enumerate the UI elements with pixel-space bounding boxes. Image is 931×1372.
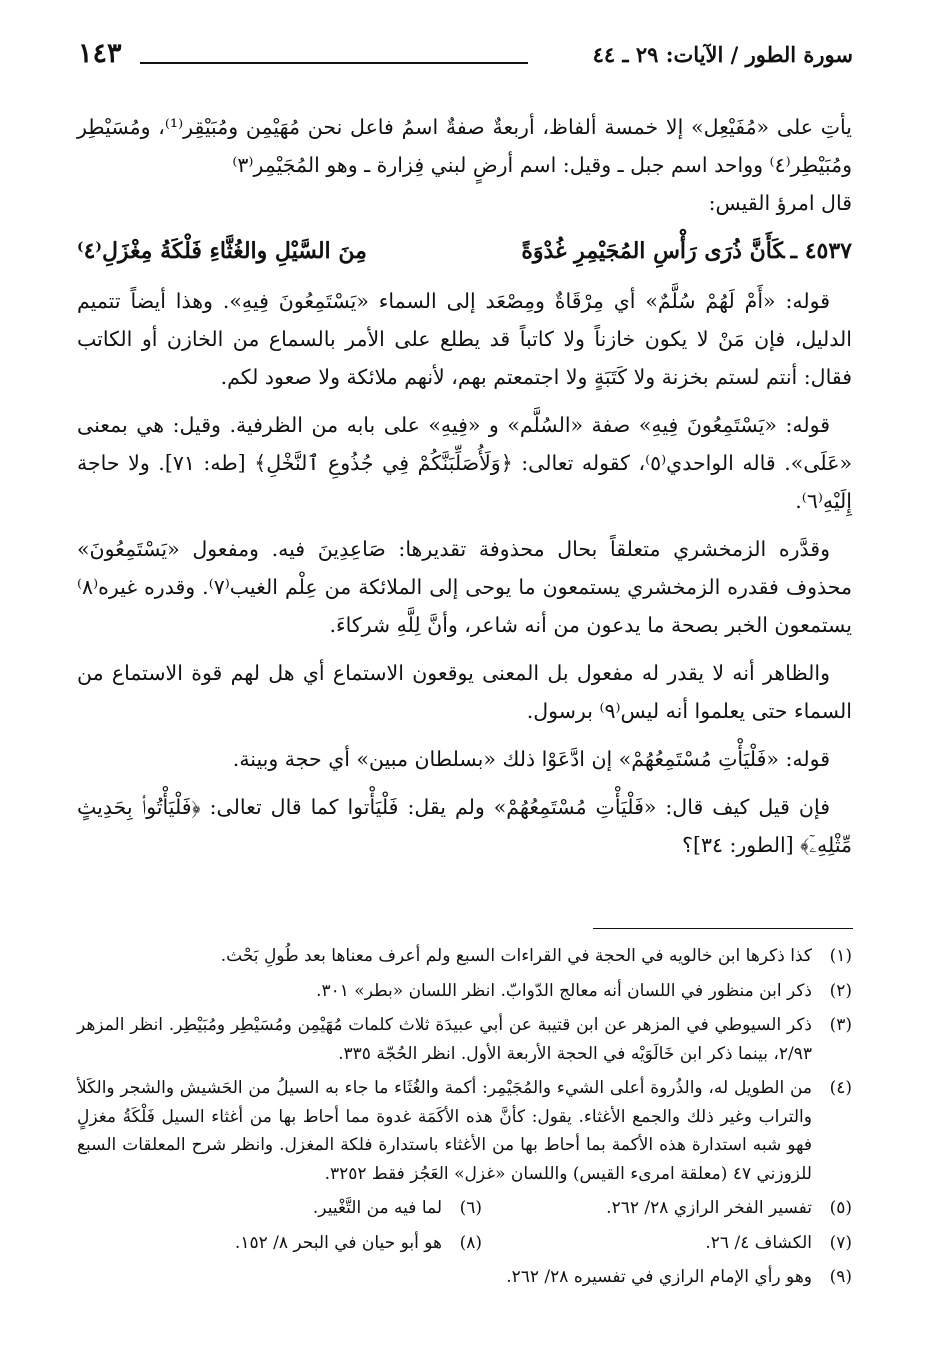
- verse-first-hemistich: [521, 232, 852, 270]
- footnote-number: (٤): [829, 1078, 852, 1098]
- para1-line3: قال امرؤ القيس:: [708, 191, 852, 215]
- verse-number: ٤٥٣٧ ـ: [790, 238, 852, 264]
- footnote-number: (١): [829, 946, 852, 966]
- footnote-separator: [593, 928, 853, 929]
- footnote-4: [77, 1074, 852, 1188]
- para1-line2: ومُسَيْطِر ومُبَيْطِر⁽٤⁾ وواحد اسم جبل ـ وقيل: اسم أرضٍ لبني فِزارة ـ وهو المُجَيْمِر⁽٣⁾: [77, 115, 852, 177]
- footnote-7: [482, 1229, 852, 1258]
- paragraph-1: [77, 108, 852, 222]
- running-title: سورة الطور / الآيات: ٢٩ ـ ٤٤: [592, 42, 853, 67]
- footnote-text: الكشاف ٤/ ٢٦.: [705, 1232, 812, 1253]
- para1-line1: يأتِ على «مُفَيْعِل» إلا خمسة ألفاظ، أربعةٌ صفةٌ اسمُ فاعل نحن مُهَيْمِن ومُبَيْقِر⁽¹⁾،: [158, 115, 852, 139]
- footnote-1: [77, 942, 852, 971]
- footnote-row-5-6: [77, 1194, 852, 1223]
- footnote-row-7-8: [77, 1229, 852, 1258]
- footnote-text: هو أبو حيان في البحر ٨/ ١٥٢.: [234, 1232, 442, 1253]
- footnote-9: [77, 1263, 852, 1292]
- footnote-number: (٧): [829, 1232, 852, 1253]
- footnote-number: (٢): [829, 980, 852, 1001]
- footnote-5: [482, 1194, 852, 1223]
- paragraph-7: فإن قيل كيف قال: «فَلْيَأْتِ مُسْتَمِعُهُمْ» ولم يقل: فَلْيَأْتوا كما قال تعالى: ﴿فَلْيَأْتُوا۟ بِحَدِيثٍ مِّثْلِهِۦٓ﴾ [الطور: ٣٤]؟: [77, 795, 852, 857]
- verse-first-text: كَأَنَّ ذُرَى رَأْسِ المُجَيْمِرِ غُدْوَةً: [521, 238, 785, 264]
- footnote-number: (٦): [459, 1198, 482, 1218]
- footnote-text: كذا ذكرها ابن خالويه في الحجة في القراءات السبع ولم أعرف معناها بعد طُولِ بَحْث.: [220, 946, 812, 966]
- footnote-text: من الطويل له، والذُروة أعلى الشيء والمُجَيْمِر: أكمة والغُثَاء ما جاء به السيلُ من الحَشيش والشجر والكَلأ والتراب وغير ذلك والجمع الأغثاء. يقول: كأنَّ هذه الأكَمَة غدوة مما أحاط بها من أغثاء السيل فَلْكَةُ مغزلٍ فهو شبه استدارة هذه الأكمة بما أحاط بها من الأغثاء باستدارة فلكة المغزل. وانظر شرح المعلقات السبع للزوزني ٤٧ (معلقة امرىء القيس) واللسان «غزل» العَجُز فقط ٣٢٥٢.: [77, 1078, 812, 1184]
- footnote-text: تفسير الفخر الرازي ٢٨/ ٢٦٢.: [606, 1198, 812, 1218]
- footnote-number: (٥): [829, 1198, 852, 1218]
- main-text: [77, 108, 852, 874]
- footnote-text: لما فيه من التَّغْيير.: [312, 1198, 442, 1218]
- footnote-number: (٩): [829, 1267, 852, 1287]
- page-header: [78, 38, 853, 74]
- poetry-verse: [77, 232, 852, 270]
- paragraph-4: وقدَّره الزمخشري متعلقاً بحال محذوفة تقديرها: صَاعِدِينَ فيه. ومفعول «يَسْتَمِعُونَ» محذوف فقدره الزمخشري يستمعون ما يوحى إلى الملائكة من عِلْم الغيب⁽٧⁾. وقدره غيره⁽٨⁾ يستمعون الخبر بصحة ما يدعون من أنه شاعر، وأنَّ لِلَّهِ شركاءَ.: [77, 537, 852, 637]
- footnote-2: [77, 977, 852, 1006]
- paragraph-2: قوله: «أَمْ لَهُمْ سُلَّمٌ» أي مِرْقَاةٌ ومِصْعَد إلى السماء «يَسْتَمِعُونَ فِيهِ». وهذا أيضاً تتميم الدليل، فإن مَنْ لا يكون خازناً ولا كاتباً قد يطلع على الأمر بالسماع من الخازن أو الكاتب فقال: أنتم لستم بخزنة ولا كَتَبَةٍ ولا اجتمعتم بهم، لأنهم ملائكة ولا صعود لكم.: [77, 289, 852, 389]
- footnote-3: [77, 1011, 852, 1068]
- verse-second-hemistich: مِنَ السَّيْلِ والغُثَّاءِ فَلْكَةُ مِغْزَلِ⁽٤⁾: [77, 238, 367, 264]
- footnotes: [77, 942, 852, 1298]
- paragraph-5: والظاهر أنه لا يقدر له مفعول بل المعنى يوقعون الاستماع أي هل لهم قوة الاستماع من السماء حتى يعلموا أنه ليس⁽٩⁾ برسول.: [77, 661, 852, 723]
- footnote-number: (٣): [829, 1015, 852, 1035]
- header-rule: [140, 62, 528, 64]
- page-number: ١٤٣: [78, 38, 122, 69]
- paragraph-3: قوله: «يَسْتَمِعُونَ فِيهِ» صفة «السُلَّم» و «فِيهِ» على بابه من الظرفية. وقيل: هي بمعنى «عَلَى». قاله الواحدي⁽٥⁾، كقوله تعالى: ﴿وَلَأُصَلِّبَنَّكُمْ فِي جُذُوعِ ٱلنَّخْلِ﴾ [طه: ٧١]. ولا حاجة إِلَيْهِ⁽٦⁾.: [77, 413, 852, 513]
- footnote-6: [112, 1194, 482, 1223]
- paragraph-6: قوله: «فَلْيَأْتِ مُسْتَمِعُهُمْ» إن ادَّعَوْا ذلك «بسلطان مبين» أي حجة وبينة.: [232, 747, 830, 771]
- footnote-text: وهو رأي الإمام الرازي في تفسيره ٢٨/ ٢٦٢.: [506, 1267, 812, 1287]
- footnote-text: ذكر ابن منظور في اللسان أنه معالج الدّوابّ. انظر اللسان «بطر» ٣٠١.: [316, 980, 812, 1001]
- footnote-text: ذكر السيوطي في المزهر عن ابن قتيبة عن أبي عبيدَة ثلاث كلمات مُهَيْمِن ومُسَيْطِر ومُبَيْطِر. انظر المزهر ٢/٩٣، بينما ذكر ابن خَالَوَيْه في الحجة الأربعة الأول. انظر الحُجّة ٣٣٥.: [77, 1015, 812, 1064]
- footnote-8: [112, 1229, 482, 1258]
- footnote-number: (٨): [459, 1232, 482, 1253]
